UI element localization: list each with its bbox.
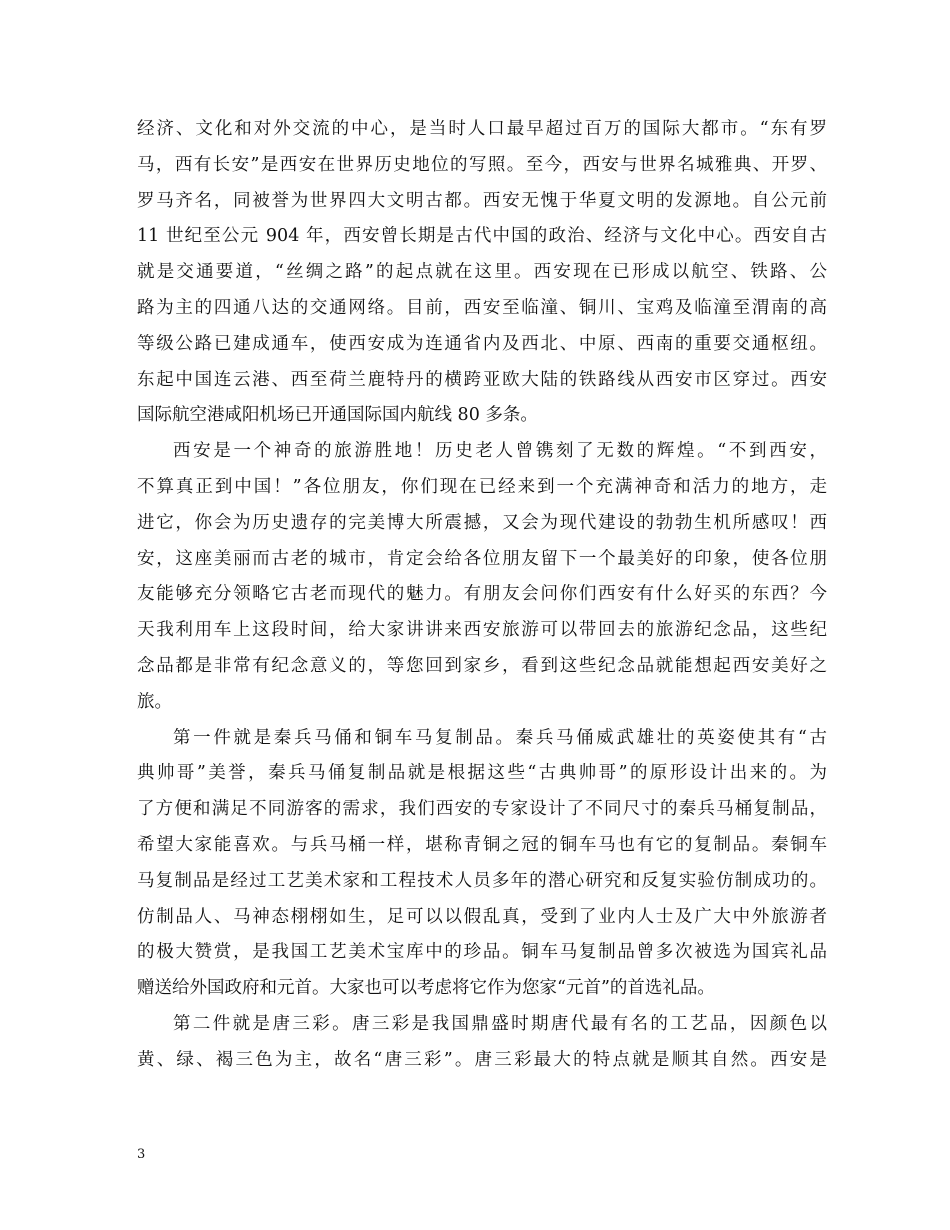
text-line: 黄、绿、褐三色为主，故名“唐三彩”。唐三彩最大的特点就是顺其自然。西安是 (137, 1049, 827, 1070)
text-line: 仿制品人、马神态栩栩如生，足可以以假乱真，受到了业内人士及广大中外旅游者 (137, 906, 827, 927)
text-line: 赠送给外国政府和元首。大家也可以考虑将它作为您家“元首”的首选礼品。 (137, 978, 715, 999)
text-line: 念品都是非常有纪念意义的，等您回到家乡，看到这些纪念品就能想起西安美好之 (137, 655, 827, 676)
text-line: 天我利用车上这段时间，给大家讲讲来西安旅游可以带回去的旅游纪念品，这些纪 (137, 620, 827, 641)
text-line: 友能够充分领略它古老而现代的魅力。有朋友会问你们西安有什么好买的东西？今 (137, 584, 827, 605)
text-line: 的极大赞赏，是我国工艺美术宝库中的珍品。铜车马复制品曾多次被选为国宾礼品 (137, 942, 827, 963)
paragraph (137, 434, 827, 720)
page-number: 3 (137, 1147, 146, 1162)
text-line: 经济、文化和对外交流的中心，是当时人口最早超过百万的国际大都市。“东有罗 (137, 119, 827, 139)
text-line: 旅。 (137, 691, 172, 712)
paragraph (137, 112, 827, 434)
paragraph (137, 1007, 827, 1079)
text-line: 第一件就是秦兵马俑和铜车马复制品。秦兵马俑威武雄壮的英姿使其有“古 (173, 727, 827, 748)
text-line: 国际航空港咸阳机场已开通国际国内航线 80 多条。 (137, 405, 538, 426)
text-line: 11 世纪至公元 904 年，西安曾长期是古代中国的政治、经济与文化中心。西安自古 (137, 226, 827, 247)
text-line: 马复制品是经过工艺美术家和工程技术人员多年的潜心研究和反复实验仿制成功的。 (137, 870, 827, 891)
text-line: 西安是一个神奇的旅游胜地！历史老人曾镌刻了无数的辉煌。“不到西安， (173, 441, 827, 462)
text-line: 马，西有长安”是西安在世界历史地位的写照。至今，西安与世界名城雅典、开罗、 (137, 154, 827, 175)
document-body (137, 112, 827, 1079)
text-line: 等级公路已建成通车，使西安成为连通省内及西北、中原、西南的重要交通枢纽。 (137, 333, 827, 354)
text-line: 不算真正到中国！”各位朋友，你们现在已经来到一个充满神奇和活力的地方，走 (137, 476, 827, 497)
text-line: 希望大家能喜欢。与兵马桶一样，堪称青铜之冠的铜车马也有它的复制品。秦铜车 (137, 834, 827, 855)
text-line: 罗马齐名，同被誉为世界四大文明古都。西安无愧于华夏文明的发源地。自公元前 (137, 190, 827, 211)
text-line: 路为主的四通八达的交通网络。目前，西安至临潼、铜川、宝鸡及临潼至渭南的高 (137, 297, 827, 318)
text-line: 东起中国连云港、西至荷兰鹿特丹的横跨亚欧大陆的铁路线从西安市区穿过。西安 (137, 369, 827, 390)
text-line: 就是交通要道，“丝绸之路”的起点就在这里。西安现在已形成以航空、铁路、公 (137, 262, 827, 283)
paragraph (137, 721, 827, 1007)
text-line: 了方便和满足不同游客的需求，我们西安的专家设计了不同尺寸的秦兵马桶复制品， (137, 799, 827, 820)
text-line: 安，这座美丽而古老的城市，肯定会给各位朋友留下一个最美好的印象，使各位朋 (137, 548, 827, 569)
text-line: 第二件就是唐三彩。唐三彩是我国鼎盛时期唐代最有名的工艺品，因颜色以 (173, 1013, 827, 1034)
text-line: 进它，你会为历史遗存的完美博大所震撼，又会为现代建设的勃勃生机所感叹！西 (137, 512, 827, 533)
text-line: 典帅哥”美誉，秦兵马俑复制品就是根据这些“古典帅哥”的原形设计出来的。为 (137, 763, 827, 784)
